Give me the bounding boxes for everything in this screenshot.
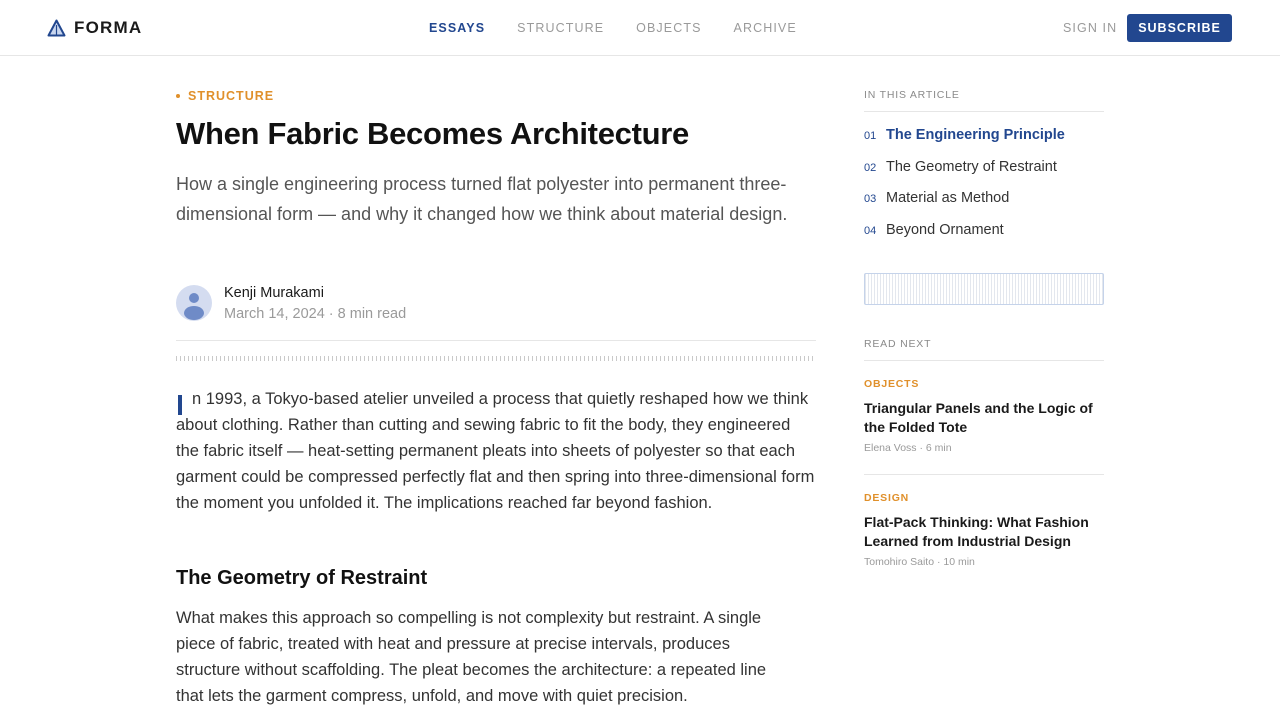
article-category[interactable]: [176, 89, 274, 103]
read-next-meta: Elena Voss · 6 min: [864, 442, 952, 454]
toc-number: 02: [864, 161, 877, 174]
toc-item-geometry-of-restraint[interactable]: [864, 159, 1104, 191]
table-of-contents: [864, 127, 1104, 253]
read-next-divider: [864, 360, 1104, 361]
toc-label: The Geometry of Restraint: [886, 158, 1057, 175]
brand-name: FORMA: [74, 18, 143, 37]
read-next-category: OBJECTS: [864, 378, 920, 390]
author-name[interactable]: Kenji Murakami: [224, 285, 324, 301]
category-label: STRUCTURE: [188, 89, 275, 103]
nav-structure[interactable]: STRUCTURE: [517, 21, 605, 35]
toc-item-material-as-method[interactable]: [864, 190, 1104, 222]
toc-number: 03: [864, 193, 877, 205]
sign-in-link[interactable]: SIGN IN: [1063, 21, 1118, 35]
nav-objects[interactable]: OBJECTS: [636, 21, 702, 35]
read-next-meta: Tomohiro Saito · 10 min: [864, 556, 975, 568]
read-next-title[interactable]: Flat-Pack Thinking: What Fashion Learned from Industrial Design: [864, 514, 1089, 549]
avatar-head: [189, 293, 199, 303]
paragraph-geometry: What makes this approach so compelling is not complexity but restraint. A single piece of fabric, treated with heat and pressure at precise intervals, produces structure without scaffolding. The pleat becomes the architecture: a repeated line that lets the garment compress, unfold, and move with quiet precision.: [176, 609, 767, 705]
toc-label: The Engineering Principle: [886, 127, 1065, 143]
read-next-separator: [864, 474, 1104, 475]
toc-label: Material as Method: [886, 190, 1010, 206]
triangle-logo-icon: [47, 19, 66, 37]
section-heading: The Geometry of Restraint: [176, 567, 428, 589]
read-next-category: DESIGN: [864, 492, 910, 504]
toc-item-engineering-principle[interactable]: [864, 127, 1104, 159]
read-next-label: READ NEXT: [864, 338, 932, 350]
article-subtitle: How a single engineering process turned flat polyester into permanent three-dimensional form — and why it changed how we think about material design.: [176, 174, 788, 224]
category-dot: [176, 94, 180, 98]
toc-divider: [864, 111, 1104, 112]
avatar-body: [184, 306, 204, 320]
article-title: When Fabric Becomes Architecture: [176, 116, 689, 151]
article-meta: March 14, 2024 · 8 min read: [224, 306, 407, 322]
author-avatar[interactable]: [176, 285, 212, 321]
toc-number: 04: [864, 224, 877, 237]
toc-number: 01: [864, 130, 877, 142]
nav-archive[interactable]: ARCHIVE: [733, 21, 797, 35]
reading-progress-bar[interactable]: [864, 273, 1104, 305]
byline-divider: [176, 340, 816, 341]
main-nav: [429, 21, 797, 35]
toc-item-beyond-ornament[interactable]: [864, 222, 1104, 254]
read-next-card[interactable]: [864, 492, 1104, 568]
toc-label: Beyond Ornament: [886, 221, 1004, 238]
nav-essays[interactable]: ESSAYS: [429, 21, 486, 35]
read-next-card[interactable]: [864, 378, 1104, 454]
toc-label: IN THIS ARTICLE: [864, 89, 960, 101]
paragraph-intro: n 1993, a Tokyo-based atelier unveiled a process that quietly reshaped how we think about clothing. Rather than cutting and sewing fabric to fit the body, they engineered the fabric itself — heat-setting permanent pleats into sheets of polyester so that each garment could be compressed perfectly flat and then spring into three-dimensional form the moment you unfolded it. The implications reached far beyond fashion.: [176, 390, 815, 512]
decorative-tick-rule: [176, 356, 816, 361]
brand-logo[interactable]: [47, 18, 142, 38]
subscribe-button[interactable]: SUBSCRIBE: [1127, 14, 1232, 42]
read-next-title[interactable]: Triangular Panels and the Logic of the Folded Tote: [864, 400, 1093, 435]
site-header: [0, 0, 1280, 56]
